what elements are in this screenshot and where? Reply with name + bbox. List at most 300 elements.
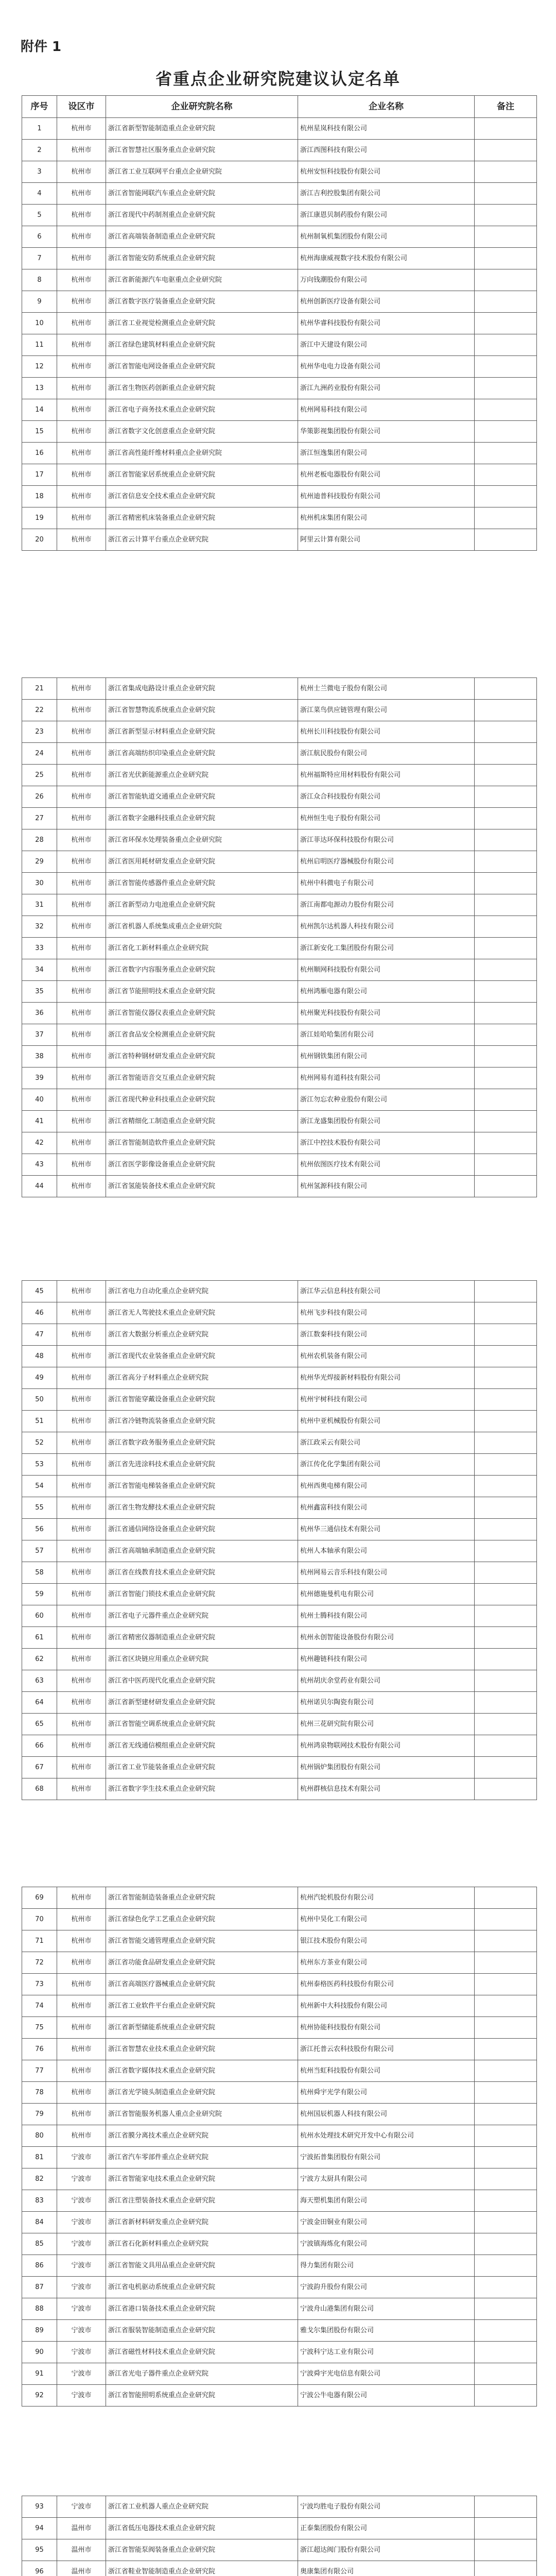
row-institute-name: 浙江省生物发酵技术重点企业研究院 [106, 1497, 298, 1519]
row-number: 73 [22, 1974, 57, 1995]
table-row [22, 2298, 537, 2320]
row-institute-name: 浙江省高性能纤维材料重点企业研究院 [106, 443, 298, 464]
row-institute-name: 浙江省数字文化创意重点企业研究院 [106, 421, 298, 443]
row-city: 杭州市 [57, 2060, 106, 2082]
row-institute-name: 浙江省智能照明系统重点企业研究院 [106, 2385, 298, 2406]
table-row [22, 2017, 537, 2039]
table-row [22, 1302, 537, 1324]
row-number: 91 [22, 2363, 57, 2385]
row-institute-name: 浙江省工业节能装备重点企业研究院 [106, 1757, 298, 1778]
row-institute-name: 浙江省智慧物流系统重点企业研究院 [106, 700, 298, 721]
row-company-name: 杭州德施曼机电有限公司 [298, 1584, 475, 1605]
row-institute-name: 浙江省区块链应用重点企业研究院 [106, 1649, 298, 1670]
row-institute-name: 浙江省云计算平台重点企业研究院 [106, 529, 298, 551]
row-number: 5 [22, 205, 57, 226]
row-number: 31 [22, 894, 57, 916]
row-remark [475, 183, 537, 205]
row-number: 72 [22, 1952, 57, 1974]
row-city: 杭州市 [57, 1346, 106, 1367]
row-number: 86 [22, 2255, 57, 2277]
row-number: 33 [22, 938, 57, 959]
table-row [22, 1605, 537, 1627]
row-number: 67 [22, 1757, 57, 1778]
row-institute-name: 浙江省高分子材料重点企业研究院 [106, 1367, 298, 1389]
row-city: 杭州市 [57, 464, 106, 486]
row-number: 28 [22, 829, 57, 851]
row-number: 63 [22, 1670, 57, 1692]
row-city: 宁波市 [57, 2342, 106, 2363]
row-remark [475, 248, 537, 269]
table-row [22, 1519, 537, 1540]
row-company-name: 杭州网易有道科技有限公司 [298, 1067, 475, 1089]
row-number: 54 [22, 1476, 57, 1497]
row-city: 杭州市 [57, 1067, 106, 1089]
row-remark [475, 2539, 537, 2561]
row-company-name: 杭州国辰机器人科技有限公司 [298, 2104, 475, 2125]
row-institute-name: 浙江省精密仪器制造重点企业研究院 [106, 1627, 298, 1649]
row-city: 杭州市 [57, 1089, 106, 1111]
column-header: 企业名称 [298, 96, 475, 118]
column-header: 序号 [22, 96, 57, 118]
row-remark [475, 2190, 537, 2212]
row-institute-name: 浙江省生物医药创新重点企业研究院 [106, 378, 298, 399]
row-number: 27 [22, 808, 57, 829]
row-remark [475, 291, 537, 313]
row-company-name: 宁波舜宇光电信息有限公司 [298, 2363, 475, 2385]
row-city: 杭州市 [57, 2039, 106, 2060]
row-city: 杭州市 [57, 1649, 106, 1670]
row-company-name: 杭州中昊化工有限公司 [298, 1909, 475, 1930]
row-city: 杭州市 [57, 1995, 106, 2017]
row-remark [475, 486, 537, 507]
row-city: 杭州市 [57, 1562, 106, 1584]
row-city: 杭州市 [57, 916, 106, 938]
row-remark [475, 1930, 537, 1952]
row-company-name: 浙江南都电源动力股份有限公司 [298, 894, 475, 916]
table-row [22, 1132, 537, 1154]
row-number: 62 [22, 1649, 57, 1670]
row-city: 杭州市 [57, 356, 106, 378]
table-row [22, 2363, 537, 2385]
table-row [22, 1909, 537, 1930]
row-company-name: 杭州诺贝尔陶瓷有限公司 [298, 1692, 475, 1714]
row-institute-name: 浙江省节能照明技术重点企业研究院 [106, 981, 298, 1003]
row-company-name: 杭州中亚机械股份有限公司 [298, 1411, 475, 1432]
row-company-name: 宁波公牛电器有限公司 [298, 2385, 475, 2406]
row-number: 80 [22, 2125, 57, 2147]
row-remark [475, 829, 537, 851]
row-company-name: 浙江航民股份有限公司 [298, 743, 475, 765]
row-remark [475, 1367, 537, 1389]
row-city: 杭州市 [57, 1735, 106, 1757]
row-city: 杭州市 [57, 678, 106, 700]
row-city: 杭州市 [57, 378, 106, 399]
table-row [22, 2190, 537, 2212]
table-row [22, 743, 537, 765]
row-number: 52 [22, 1432, 57, 1454]
row-company-name: 杭州士兰微电子股份有限公司 [298, 678, 475, 700]
row-company-name: 杭州聚光科技股份有限公司 [298, 1003, 475, 1024]
row-institute-name: 浙江省注塑装备技术重点企业研究院 [106, 2190, 298, 2212]
row-company-name: 正泰集团股份有限公司 [298, 2518, 475, 2539]
row-number: 4 [22, 183, 57, 205]
row-institute-name: 浙江省氢能装备技术重点企业研究院 [106, 1176, 298, 1197]
row-city: 宁波市 [57, 2255, 106, 2277]
row-number: 35 [22, 981, 57, 1003]
table-header-row [22, 96, 537, 118]
row-institute-name: 浙江省智能交通管理重点企业研究院 [106, 1930, 298, 1952]
row-remark [475, 2125, 537, 2147]
row-institute-name: 浙江省新型建材研发重点企业研究院 [106, 1692, 298, 1714]
row-company-name: 杭州趣链科技有限公司 [298, 1649, 475, 1670]
row-remark [475, 378, 537, 399]
row-institute-name: 浙江省精密机床装备重点企业研究院 [106, 507, 298, 529]
row-city: 杭州市 [57, 894, 106, 916]
row-remark [475, 140, 537, 161]
row-institute-name: 浙江省冷链物流装备重点企业研究院 [106, 1411, 298, 1432]
table-row [22, 1024, 537, 1046]
table-row [22, 2255, 537, 2277]
row-company-name: 杭州三花研究院有限公司 [298, 1714, 475, 1735]
row-number: 36 [22, 1003, 57, 1024]
row-city: 杭州市 [57, 873, 106, 894]
row-city: 杭州市 [57, 1324, 106, 1346]
row-institute-name: 浙江省电力自动化重点企业研究院 [106, 1281, 298, 1302]
row-remark [475, 1649, 537, 1670]
row-remark [475, 894, 537, 916]
table-row [22, 2561, 537, 2576]
row-city: 杭州市 [57, 313, 106, 334]
row-remark [475, 1089, 537, 1111]
table-row [22, 1003, 537, 1024]
row-city: 杭州市 [57, 1046, 106, 1067]
row-city: 杭州市 [57, 1411, 106, 1432]
row-city: 杭州市 [57, 248, 106, 269]
row-number: 23 [22, 721, 57, 743]
row-city: 宁波市 [57, 2320, 106, 2342]
table-row [22, 334, 537, 356]
table-row [22, 2518, 537, 2539]
table-row [22, 356, 537, 378]
row-company-name: 杭州士腾科技有限公司 [298, 1605, 475, 1627]
table-row [22, 1887, 537, 1909]
row-institute-name: 浙江省现代种业科技重点企业研究院 [106, 1089, 298, 1111]
row-company-name: 浙江菜鸟供应链管理有限公司 [298, 700, 475, 721]
row-institute-name: 浙江省智能制造软件重点企业研究院 [106, 1132, 298, 1154]
row-company-name: 杭州鑫富科技有限公司 [298, 1497, 475, 1519]
row-remark [475, 1757, 537, 1778]
row-company-name: 宁波拓普集团股份有限公司 [298, 2147, 475, 2168]
row-number: 45 [22, 1281, 57, 1302]
row-company-name: 杭州锅炉集团股份有限公司 [298, 1757, 475, 1778]
table-row [22, 1995, 537, 2017]
table-row [22, 959, 537, 981]
row-remark [475, 1389, 537, 1411]
row-remark [475, 1302, 537, 1324]
row-institute-name: 浙江省绿色化学工艺重点企业研究院 [106, 1909, 298, 1930]
row-remark [475, 1281, 537, 1302]
row-number: 29 [22, 851, 57, 873]
row-remark [475, 1627, 537, 1649]
row-number: 32 [22, 916, 57, 938]
row-city: 杭州市 [57, 1757, 106, 1778]
row-institute-name: 浙江省工业视觉检测重点企业研究院 [106, 313, 298, 334]
row-remark [475, 1735, 537, 1757]
row-number: 81 [22, 2147, 57, 2168]
row-company-name: 杭州舜宇光学有限公司 [298, 2082, 475, 2104]
table-row [22, 2147, 537, 2168]
row-city: 杭州市 [57, 1605, 106, 1627]
row-company-name: 杭州中科微电子有限公司 [298, 873, 475, 894]
row-number: 64 [22, 1692, 57, 1714]
row-company-name: 杭州永创智能设备股份有限公司 [298, 1627, 475, 1649]
table-row [22, 1670, 537, 1692]
row-institute-name: 浙江省在线教育技术重点企业研究院 [106, 1562, 298, 1584]
row-institute-name: 浙江省智能家居系统重点企业研究院 [106, 464, 298, 486]
row-remark [475, 118, 537, 140]
row-institute-name: 浙江省中医药现代化重点企业研究院 [106, 1670, 298, 1692]
list-table [22, 95, 537, 551]
row-city: 杭州市 [57, 1003, 106, 1024]
row-city: 宁波市 [57, 2168, 106, 2190]
row-institute-name: 浙江省汽车零部件重点企业研究院 [106, 2147, 298, 2168]
row-remark [475, 2039, 537, 2060]
table-row [22, 248, 537, 269]
row-company-name: 杭州新中大科技股份有限公司 [298, 1995, 475, 2017]
row-company-name: 杭州华睿科技股份有限公司 [298, 313, 475, 334]
row-remark [475, 1132, 537, 1154]
row-company-name: 宁波舟山港集团有限公司 [298, 2298, 475, 2320]
row-company-name: 海天塑机集团有限公司 [298, 2190, 475, 2212]
row-company-name: 宁波金田铜业有限公司 [298, 2212, 475, 2233]
row-number: 41 [22, 1111, 57, 1132]
row-remark [475, 678, 537, 700]
row-remark [475, 464, 537, 486]
row-city: 杭州市 [57, 1627, 106, 1649]
row-number: 37 [22, 1024, 57, 1046]
row-city: 温州市 [57, 2518, 106, 2539]
row-city: 杭州市 [57, 1952, 106, 1974]
row-number: 22 [22, 700, 57, 721]
row-institute-name: 浙江省智能安防系统重点企业研究院 [106, 248, 298, 269]
row-number: 3 [22, 161, 57, 183]
table-row [22, 529, 537, 551]
row-city: 杭州市 [57, 269, 106, 291]
row-institute-name: 浙江省智能泵阀装备重点企业研究院 [106, 2539, 298, 2561]
row-company-name: 浙江九洲药业股份有限公司 [298, 378, 475, 399]
row-number: 70 [22, 1909, 57, 1930]
row-number: 69 [22, 1887, 57, 1909]
row-institute-name: 浙江省先进涂料技术重点企业研究院 [106, 1454, 298, 1476]
row-company-name: 雅戈尔集团股份有限公司 [298, 2320, 475, 2342]
row-remark [475, 1003, 537, 1024]
table-row [22, 700, 537, 721]
table-row [22, 1176, 537, 1197]
table-row [22, 1411, 537, 1432]
row-number: 94 [22, 2518, 57, 2539]
row-number: 40 [22, 1089, 57, 1111]
table-row [22, 183, 537, 205]
row-remark [475, 2233, 537, 2255]
row-number: 85 [22, 2233, 57, 2255]
table-row [22, 2320, 537, 2342]
row-remark [475, 808, 537, 829]
row-institute-name: 浙江省机器人系统集成重点企业研究院 [106, 916, 298, 938]
row-remark [475, 2168, 537, 2190]
row-remark [475, 1605, 537, 1627]
row-city: 杭州市 [57, 2082, 106, 2104]
row-number: 82 [22, 2168, 57, 2190]
table-row [22, 1476, 537, 1497]
row-company-name: 浙江吉利控股集团有限公司 [298, 183, 475, 205]
row-city: 杭州市 [57, 2017, 106, 2039]
table-row [22, 421, 537, 443]
row-number: 55 [22, 1497, 57, 1519]
row-institute-name: 浙江省集成电路设计重点企业研究院 [106, 678, 298, 700]
row-remark [475, 2320, 537, 2342]
row-company-name: 杭州启明医疗器械股份有限公司 [298, 851, 475, 873]
row-number: 9 [22, 291, 57, 313]
row-institute-name: 浙江省数字政务服务重点企业研究院 [106, 1432, 298, 1454]
row-institute-name: 浙江省数字内容服务重点企业研究院 [106, 959, 298, 981]
row-institute-name: 浙江省现代中药制剂重点企业研究院 [106, 205, 298, 226]
row-number: 65 [22, 1714, 57, 1735]
row-remark [475, 1540, 537, 1562]
row-city: 杭州市 [57, 1367, 106, 1389]
row-remark [475, 2104, 537, 2125]
row-number: 56 [22, 1519, 57, 1540]
row-company-name: 浙江中天建设有限公司 [298, 334, 475, 356]
row-number: 44 [22, 1176, 57, 1197]
row-company-name: 杭州安恒科技股份有限公司 [298, 161, 475, 183]
table-row [22, 2104, 537, 2125]
row-city: 杭州市 [57, 486, 106, 507]
row-institute-name: 浙江省智能网联汽车重点企业研究院 [106, 183, 298, 205]
row-institute-name: 浙江省电子元器件重点企业研究院 [106, 1605, 298, 1627]
table-row [22, 1974, 537, 1995]
row-institute-name: 浙江省光伏新能源重点企业研究院 [106, 765, 298, 786]
row-institute-name: 浙江省数字媒体技术重点企业研究院 [106, 2060, 298, 2082]
row-remark [475, 356, 537, 378]
row-city: 杭州市 [57, 851, 106, 873]
table-row [22, 226, 537, 248]
row-company-name: 阿里云计算有限公司 [298, 529, 475, 551]
row-remark [475, 916, 537, 938]
row-institute-name: 浙江省智能语音交互重点企业研究院 [106, 1067, 298, 1089]
row-remark [475, 721, 537, 743]
row-city: 杭州市 [57, 1111, 106, 1132]
row-institute-name: 浙江省信息安全技术重点企业研究院 [106, 486, 298, 507]
row-remark [475, 700, 537, 721]
row-institute-name: 浙江省环保水处理装备重点企业研究院 [106, 829, 298, 851]
table-row [22, 2539, 537, 2561]
table-row [22, 464, 537, 486]
row-city: 宁波市 [57, 2385, 106, 2406]
row-company-name: 宁波韵升股份有限公司 [298, 2277, 475, 2298]
row-company-name: 浙江数秦科技有限公司 [298, 1324, 475, 1346]
row-institute-name: 浙江省工业软件平台重点企业研究院 [106, 1995, 298, 2017]
table-row [22, 399, 537, 421]
row-remark [475, 1111, 537, 1132]
row-remark [475, 1411, 537, 1432]
row-city: 杭州市 [57, 1454, 106, 1476]
row-remark [475, 1562, 537, 1584]
table-row [22, 2212, 537, 2233]
row-remark [475, 1519, 537, 1540]
row-company-name: 杭州当虹科技股份有限公司 [298, 2060, 475, 2082]
row-number: 13 [22, 378, 57, 399]
row-number: 59 [22, 1584, 57, 1605]
row-number: 25 [22, 765, 57, 786]
table-row [22, 678, 537, 700]
row-city: 杭州市 [57, 721, 106, 743]
row-company-name: 杭州西奥电梯有限公司 [298, 1476, 475, 1497]
row-institute-name: 浙江省膜分离技术重点企业研究院 [106, 2125, 298, 2147]
row-remark [475, 959, 537, 981]
row-city: 杭州市 [57, 1302, 106, 1324]
row-number: 76 [22, 2039, 57, 2060]
table-row [22, 851, 537, 873]
row-city: 杭州市 [57, 1909, 106, 1930]
table-row [22, 765, 537, 786]
table-row [22, 1692, 537, 1714]
row-remark [475, 1714, 537, 1735]
row-company-name: 杭州网易云音乐科技有限公司 [298, 1562, 475, 1584]
row-city: 杭州市 [57, 786, 106, 808]
row-number: 92 [22, 2385, 57, 2406]
row-institute-name: 浙江省大数据分析重点企业研究院 [106, 1324, 298, 1346]
table-row [22, 1735, 537, 1757]
row-remark [475, 226, 537, 248]
row-institute-name: 浙江省高端医疗器械重点企业研究院 [106, 1974, 298, 1995]
row-remark [475, 2082, 537, 2104]
row-institute-name: 浙江省电子商务技术重点企业研究院 [106, 399, 298, 421]
table-row [22, 443, 537, 464]
row-number: 11 [22, 334, 57, 356]
row-company-name: 浙江勿忘农种业股份有限公司 [298, 1089, 475, 1111]
row-company-name: 杭州机床集团有限公司 [298, 507, 475, 529]
row-remark [475, 765, 537, 786]
table-row [22, 1778, 537, 1800]
table-row [22, 1281, 537, 1302]
row-company-name: 杭州长川科技股份有限公司 [298, 721, 475, 743]
table-row [22, 2039, 537, 2060]
row-company-name: 浙江超达阀门股份有限公司 [298, 2539, 475, 2561]
row-number: 79 [22, 2104, 57, 2125]
row-number: 50 [22, 1389, 57, 1411]
row-company-name: 浙江众合科技股份有限公司 [298, 786, 475, 808]
row-number: 14 [22, 399, 57, 421]
row-number: 30 [22, 873, 57, 894]
row-company-name: 宁波科宁达工业有限公司 [298, 2342, 475, 2363]
row-remark [475, 1497, 537, 1519]
row-city: 杭州市 [57, 765, 106, 786]
table-row [22, 829, 537, 851]
row-remark [475, 2212, 537, 2233]
row-number: 17 [22, 464, 57, 486]
row-company-name: 杭州网易科技有限公司 [298, 399, 475, 421]
table-row [22, 2342, 537, 2363]
row-company-name: 浙江华云信息科技有限公司 [298, 1281, 475, 1302]
row-institute-name: 浙江省新型显示材料重点企业研究院 [106, 721, 298, 743]
table-row [22, 1432, 537, 1454]
row-remark [475, 443, 537, 464]
row-number: 88 [22, 2298, 57, 2320]
row-institute-name: 浙江省智能空调系统重点企业研究院 [106, 1714, 298, 1735]
row-remark [475, 1176, 537, 1197]
table-row [22, 1757, 537, 1778]
row-company-name: 杭州星岚科技有限公司 [298, 118, 475, 140]
